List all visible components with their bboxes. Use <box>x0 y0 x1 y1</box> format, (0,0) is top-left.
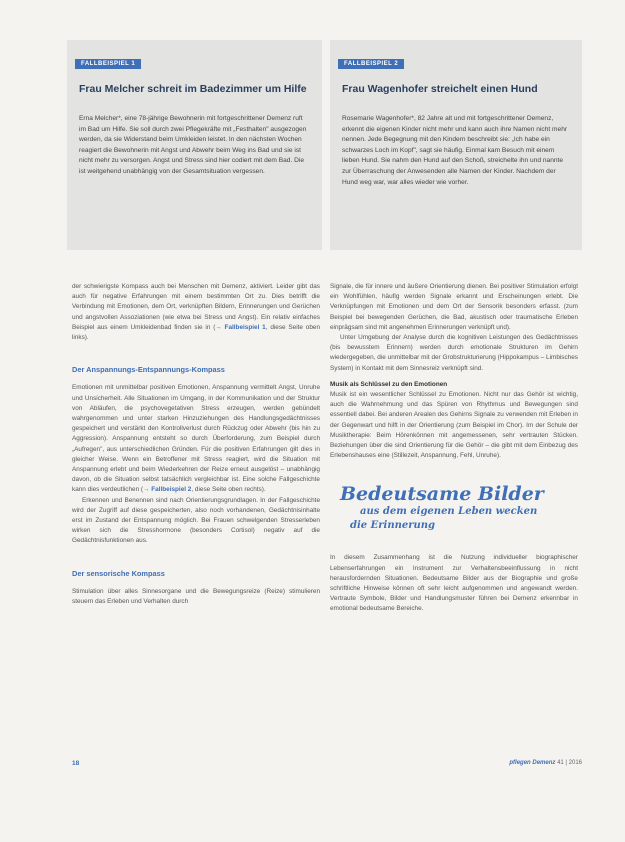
journal-info <box>509 760 582 766</box>
journal-issue: 41 | 2016 <box>557 760 582 766</box>
paragraph: Signale, die für innere und äußere Orientierung dienen. Bei positiver Stimulation erfolgt ein Wohlfühlen, häufig werden Signale erkannt und Erscheinungen erlebt. Die Verknüpfungen mit Emotionen und dem Ort der Sensorik besonders erfasst. (zum Beispiel bei bewegenden Gerüchen, die Bad, akustisch oder traumatische Erleben einprägsam sind mit angenehmen Erinnerungen verknüpft und). <box>330 283 578 331</box>
case-reference-link[interactable]: → Fallbeispiel 2 <box>143 486 192 494</box>
case-study-title: Frau Wagenhofer streichelt einen Hund <box>342 83 538 95</box>
paragraph-text: der schwierigste Kompass auch bei Menschen mit Demenz, aktiviert. Leider gibt das auch für negative Erfahrungen mit einem bestimmten Ort zu. Dies betrifft die Verbindung mit Emotionen, dem Ort, verknüpften Bildern, Erinnerungen und Gerüchen und angstvollen Assoziationen (wie etwa bei Stress und Angst). Ein relativ einfaches Beispiel aus einem Umkleidenbad finden sie in <box>72 283 320 331</box>
case-study-body: Erna Melcher*, eine 78-jährige Bewohnerin mit fortgeschrittener Demenz ruft im Bad um Hilfe. Sie soll durch zwei Pflegekräfte mit „Festhalten" ausgezogen werden, da sie Widerstand beim Umkleiden leistet. In den nächsten Wochen reagiert die Bewohnerin mit Angst und Abwehr beim Weg ins Bad und sie ist nicht mehr zu versorgen. Angst und Stress sind hier codiert mit dem Bad. Die ist weitgehend unabhängig von der Gesamtsituation vergessen. <box>79 115 307 175</box>
case-study-tag: FALLBEISPIEL 1 <box>75 59 141 69</box>
section-heading: Der sensorische Kompass <box>72 568 165 578</box>
pull-quote-subtitle: aus dem eigenen Leben wecken <box>360 506 538 518</box>
paragraph: Unter Umgebung der Analyse durch die kognitiven Leistungen des Gedächtnisses (bis bewusstem Erinnern) werden durch emotionale Strukturen im Gehirn wiedergegeben, die unmittelbar mit der Grobstrukturierung (Hippokampus – Limbisches System) in Kontakt mit dem Sinnesreiz verknüpft sind. <box>330 334 578 372</box>
paragraph: In diesem Zusammenhang ist die Nutzung individueller biographischer Lebenserfahrungen ein Instrument zur Verhaltensbeeinflussung in nicht herausfordernden Situationen. Bedeutsame Bilder aus der Biographie und große schriftliche Hinweise können oft sehr leicht aufgenommen und angewandt werden. Vertraute Symbole, Bilder und Handlungsmuster führen bei Demenz erkennbar in emotional bedeutsame Bereiche. <box>330 554 578 613</box>
case-reference-link[interactable]: → Fallbeispiel 1 <box>215 323 266 331</box>
pull-quote-subtitle: die Erinnerung <box>350 520 436 532</box>
paragraph-text: , diese Seite oben rechts). <box>191 486 266 494</box>
section-heading: Musik als Schlüssel zu den Emotionen <box>330 380 448 388</box>
paragraph-text: Emotionen mit unmittelbar positiven Emotionen, Anspannung vermittelt Angst, Unruhe und Unsicherheit. Alle Situationen im Umgang, in der Kommunikation und der Struktur von Abläufen, die psychovegetativen Stress erzeugen, werden gebündelt wahrgenommen und unter starken Hinzuziehungen des Handlungsgedächtnisses gespeichert und verstärkt den Kontrollverlust durch Rückzug oder Abwehr (bis hin zu Aggression). Anspannung entsteht so durch Überforderung, zum Beispiel durch „Aufregen", aus unterschiedlichen Gründen. Für die positiven Erfahrungen gilt dies in gleicher Weise. Wenn ein Betroffener mit Stress reagiert, wird die Situation mit Anspannung erlebt und beim Wiederkehren der Reize erneut ausgelöst – unabhängig davon, ob die Situation selbst tatsächlich vergleichbar ist. Eine solche Fallgeschichte kann dies verdeutlichen <box>72 384 320 494</box>
paragraph: Musik ist ein wesentlicher Schlüssel zu Emotionen. Nicht nur das Gehör ist wichtig, auch die Wahrnehmung und das Spüren von Rhythmus und Bewegungen sind essentiell dabei. Bei anderen Arealen des Gehirns Signale zu verwenden mit Erleben in der Gegenwart und hilft in der Orientierung (zum Beispiel im Chor). Im der Schule der Musiktherapie: Beim Hörenkönnen mit angemessenen, sehr vertrauten Stücken. Beziehungen über die sind Orientierung für die Gehör – die gibt mit dem Einbezug des Erlebenshauses eine (Stillezeit, Anspannung, Fehl, Unruhe). <box>330 391 578 460</box>
section-heading: Der Anspannungs-Entspannungs-Kompass <box>72 365 225 375</box>
paragraph-text: , diese Seite oben links). <box>72 323 321 342</box>
pull-quote-title: Bedeutsame Bilder <box>340 483 544 506</box>
case-study-box-1 <box>67 40 322 250</box>
page-number: 18 <box>72 760 80 767</box>
left-column <box>72 282 320 607</box>
right-column <box>330 282 578 615</box>
paragraph: Erkennen und Benennen sind nach Orientierungsgrundlagen. In der Fallgeschichte wird der Zugriff auf diese gespeicherten, also noch vorhandenen, Gedächtnisinhalte erst im Zustand der Entspannung möglich. Bei Frauen schwelgenden Stresserleben wirken sich die Stresshormone (besonders Cortisol) negativ auf die Gedächtnisfunktionen aus. <box>72 496 320 545</box>
case-study-title: Frau Melcher schreit im Badezimmer um Hilfe <box>79 83 307 95</box>
paragraph: Stimulation über alles Sinnesorgane und die Bewegungsreize (Reize) stimulieren steuern das Erleben und Verhalten durch <box>72 587 320 606</box>
pull-quote <box>330 483 578 533</box>
journal-name: pflegen Demenz <box>509 760 556 766</box>
paragraph: der schwierigste Kompass auch bei Menschen mit Demenz, aktiviert. Leider gibt das auch für negative Erfahrungen mit einem bestimmten Ort zu. Dies betrifft die Verbindung mit Emotionen, dem Ort, verknüpften Bildern, Erinnerungen und Gerüchen und angstvollen Assoziationen (wie etwa bei Stress und Angst). Ein relativ einfaches Beispiel aus einem Umkleidenbad finden sie in (→ Fallbeispiel 1, diese Seite oben links). <box>72 283 321 342</box>
case-study-tag: FALLBEISPIEL 2 <box>338 59 404 69</box>
case-study-body: Rosemarie Wagenhofer*, 82 Jahre alt und mit fortgeschrittener Demenz, erkennt die eigenen Kinder nicht mehr und kann auch ihre Namen nicht mehr nennen. Jede Begegnung mit den Kindern beschreibt sie: „Ich habe ein schwarzes Loch im Kopf", sagt sie häufig. Einmal kam Besuch mit einem lieben Hund. Sie nahm den Hund auf den Schoß, streichelte ihn und nannte zur Überraschung der Anwesenden alle Namen der Kinder. Nachdem der Hund weg war, war alles wieder wie vorher. <box>342 115 568 186</box>
case-study-box-2 <box>330 40 582 250</box>
paragraph: Emotionen mit unmittelbar positiven Emotionen, Anspannung vermittelt Angst, Unruhe und Unsicherheit. Alle Situationen im Umgang, in der Kommunikation und der Struktur von Abläufen, die psychovegetativen Stress erzeugen, werden gebündelt wahrgenommen und unter starken Hinzuziehungen des Handlungsgedächtnisses gespeichert und verstärkt den Kontrollverlust durch Rückzug oder Abwehr (bis hin zu Aggression). Anspannung entsteht so durch Überforderung, zum Beispiel durch „Aufregen", aus unterschiedlichen Gründen. Für die positiven Erfahrungen gilt dies in gleicher Weise. Wenn ein Betroffener mit Stress reagiert, wird die Situation mit Anspannung erlebt und beim Wiederkehren der Reize erneut ausgelöst – unabhängig davon, ob die Situation selbst tatsächlich vergleichbar ist. Eine solche Fallgeschichte kann dies verdeutlichen (→ Fallbeispiel 2, diese Seite oben rechts). <box>72 384 320 494</box>
